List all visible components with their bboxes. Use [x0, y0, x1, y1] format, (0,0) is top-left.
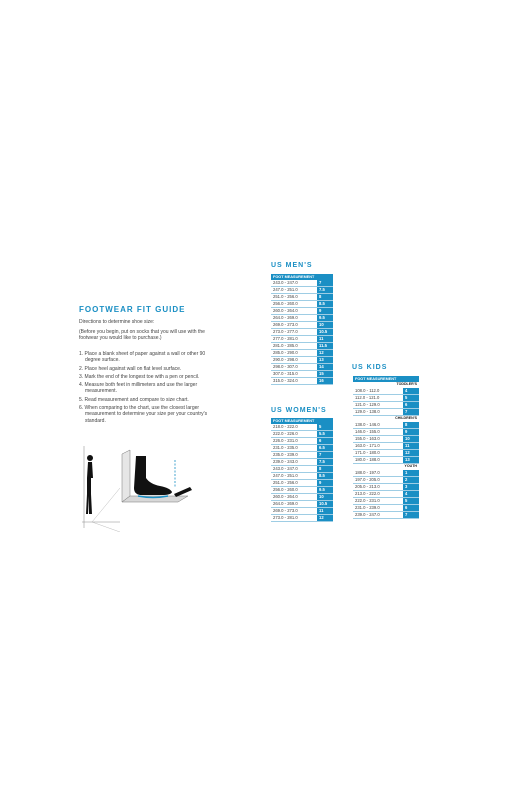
measurement-cell: 260.0 - 264.0 — [271, 494, 317, 501]
table-row — [271, 336, 333, 343]
measurement-cell: 205.0 - 213.0 — [353, 484, 403, 491]
size-cell: 8 — [317, 466, 333, 473]
measurement-cell: 251.0 - 256.0 — [271, 480, 317, 487]
size-cell: 5 — [403, 395, 419, 402]
table-row — [353, 477, 419, 484]
size-cell: 10.5 — [317, 329, 333, 336]
measurement-cell: 163.0 - 171.0 — [353, 443, 403, 450]
size-cell: 6.5 — [317, 445, 333, 452]
table-row — [271, 452, 333, 459]
table-row — [353, 443, 419, 450]
table-row — [271, 294, 333, 301]
size-cell: 9.5 — [317, 315, 333, 322]
measurement-cell: 247.0 - 251.0 — [271, 473, 317, 480]
us-mens-table — [271, 274, 333, 385]
size-cell: 15 — [317, 371, 333, 378]
table-row — [271, 508, 333, 515]
fit-guide-intro: Directions to determine shoe size: — [79, 319, 155, 325]
measurement-cell: 138.0 - 146.0 — [353, 422, 403, 429]
measurement-cell: 315.0 - 324.0 — [271, 378, 317, 385]
measurement-cell: 269.0 - 273.0 — [271, 322, 317, 329]
measurement-cell: 285.0 - 290.0 — [271, 350, 317, 357]
size-cell: 16 — [317, 378, 333, 385]
table-row — [271, 322, 333, 329]
table-row — [271, 350, 333, 357]
table-row — [271, 438, 333, 445]
mens-table-header: FOOT MEASUREMENT — [271, 274, 333, 280]
size-cell: 4 — [403, 388, 419, 395]
table-row — [353, 450, 419, 457]
table-row — [353, 512, 419, 519]
table-row — [271, 378, 333, 385]
size-cell: 8 — [317, 294, 333, 301]
measurement-cell: 235.0 - 239.0 — [271, 452, 317, 459]
table-row — [353, 491, 419, 498]
measurement-cell: 243.0 - 247.0 — [271, 280, 317, 287]
table-row — [353, 436, 419, 443]
measurement-cell: 188.0 - 197.0 — [353, 470, 403, 477]
measurement-cell: 121.0 - 129.0 — [353, 402, 403, 409]
size-cell: 14 — [317, 364, 333, 371]
measurement-cell: 256.0 - 260.0 — [271, 301, 317, 308]
measurement-cell: 222.0 - 226.0 — [271, 431, 317, 438]
size-cell: 7 — [317, 280, 333, 287]
table-row — [271, 308, 333, 315]
measurement-cell: 146.0 - 155.0 — [353, 429, 403, 436]
childrens-label: CHILDREN'S — [395, 416, 417, 421]
size-cell: 11 — [317, 336, 333, 343]
size-cell: 12 — [317, 515, 333, 522]
size-cell: 9 — [403, 429, 419, 436]
size-cell: 12 — [403, 450, 419, 457]
table-row — [353, 395, 419, 402]
size-cell: 11 — [317, 508, 333, 515]
size-cell: 5 — [403, 498, 419, 505]
measurement-cell: 239.0 - 243.0 — [271, 459, 317, 466]
measurement-cell: 298.0 - 307.0 — [271, 364, 317, 371]
table-row — [353, 409, 419, 416]
measurement-cell: 180.0 - 188.0 — [353, 457, 403, 464]
size-cell: 13 — [317, 357, 333, 364]
measurement-cell: 273.0 - 281.0 — [271, 515, 317, 522]
size-cell: 11 — [403, 443, 419, 450]
measurement-cell: 231.0 - 239.0 — [353, 505, 403, 512]
measurement-cell: 264.0 - 269.0 — [271, 315, 317, 322]
us-kids-title: US KIDS — [352, 364, 388, 371]
size-cell: 8 — [403, 422, 419, 429]
size-cell: 5 — [317, 424, 333, 431]
measuring-illustration — [78, 444, 208, 532]
us-kids-table — [353, 376, 419, 519]
table-row — [271, 357, 333, 364]
measurement-cell: 281.0 - 285.0 — [271, 343, 317, 350]
table-row — [271, 301, 333, 308]
table-row — [271, 487, 333, 494]
kids-table-header: FOOT MEASUREMENT — [353, 376, 419, 382]
measurement-cell: 112.0 - 121.0 — [353, 395, 403, 402]
table-row — [353, 505, 419, 512]
fit-guide-title: FOOTWEAR FIT GUIDE — [79, 305, 186, 314]
foot-on-paper-icon — [134, 456, 172, 498]
table-row — [271, 364, 333, 371]
size-cell: 7.5 — [317, 287, 333, 294]
step-item: 5. Read measurement and compare to size chart. — [79, 396, 189, 403]
measurement-cell: 218.0 - 222.0 — [271, 424, 317, 431]
size-cell: 4 — [403, 491, 419, 498]
size-cell: 7 — [403, 409, 419, 416]
size-cell: 3 — [403, 484, 419, 491]
table-row — [271, 515, 333, 522]
size-cell: 6 — [317, 438, 333, 445]
table-row — [271, 343, 333, 350]
size-cell: 7 — [317, 452, 333, 459]
measurement-cell: 269.0 - 273.0 — [271, 508, 317, 515]
measurement-cell: 155.0 - 163.0 — [353, 436, 403, 443]
table-row — [271, 445, 333, 452]
table-row — [271, 480, 333, 487]
size-cell: 8.5 — [317, 473, 333, 480]
table-row — [353, 484, 419, 491]
measurement-cell: 231.0 - 235.0 — [271, 445, 317, 452]
measurement-cell: 108.0 - 112.0 — [353, 388, 403, 395]
table-row — [271, 473, 333, 480]
youth-label: YOUTH — [404, 464, 417, 469]
size-cell: 9.5 — [317, 487, 333, 494]
measurement-cell: 273.0 - 277.0 — [271, 329, 317, 336]
table-row — [271, 315, 333, 322]
table-row — [271, 371, 333, 378]
measurement-cell: 256.0 - 260.0 — [271, 487, 317, 494]
measurement-cell: 213.0 - 222.0 — [353, 491, 403, 498]
measurement-cell: 264.0 - 269.0 — [271, 501, 317, 508]
table-row — [353, 498, 419, 505]
measurement-cell: 290.0 - 298.0 — [271, 357, 317, 364]
size-cell: 11.5 — [317, 343, 333, 350]
measurement-cell: 226.0 - 231.0 — [271, 438, 317, 445]
table-row — [271, 501, 333, 508]
size-cell: 6 — [403, 402, 419, 409]
us-mens-title: US MEN'S — [271, 262, 313, 269]
measurement-cell: 260.0 - 264.0 — [271, 308, 317, 315]
step-item: 6. When comparing to the chart, use the closest larger measurement to determine your size per your country's standard. — [79, 405, 208, 424]
measurement-cell: 277.0 - 281.0 — [271, 336, 317, 343]
pencil-icon — [174, 487, 192, 497]
fit-guide-note: (Before you begin, put on socks that you will use with the footwear you would like to purchase.) — [79, 329, 205, 342]
step-item: 1. Place a blank sheet of paper against a wall or other 90 degree surface. — [79, 351, 206, 364]
size-cell: 12 — [317, 350, 333, 357]
measurement-cell: 222.0 - 231.0 — [353, 498, 403, 505]
size-cell: 5.5 — [317, 431, 333, 438]
measurement-cell: 239.0 - 247.0 — [353, 512, 403, 519]
step-item: 4. Measure both feet in millimeters and use the larger measurement. — [79, 382, 198, 395]
table-row — [271, 494, 333, 501]
size-cell: 10 — [317, 494, 333, 501]
measurement-cell: 251.0 - 256.0 — [271, 294, 317, 301]
us-womens-title: US WOMEN'S — [271, 407, 327, 414]
fit-guide-steps — [79, 351, 211, 426]
measurement-cell: 307.0 - 315.0 — [271, 371, 317, 378]
table-row — [271, 329, 333, 336]
table-row — [353, 457, 419, 464]
table-row — [271, 459, 333, 466]
table-row — [271, 431, 333, 438]
size-cell: 7 — [403, 512, 419, 519]
size-cell: 10 — [403, 436, 419, 443]
size-cell: 10.5 — [317, 501, 333, 508]
measurement-cell: 243.0 - 247.0 — [271, 466, 317, 473]
toddlers-label: TODDLER'S — [396, 382, 417, 387]
size-cell: 9 — [317, 480, 333, 487]
size-cell: 7.5 — [317, 459, 333, 466]
step-item: 3. Mark the end of the longest toe with a pen or pencil. — [79, 373, 200, 380]
size-cell: 1 — [403, 470, 419, 477]
step-item: 2. Place heel against wall on flat level surface. — [79, 365, 182, 372]
size-cell: 2 — [403, 477, 419, 484]
measurement-cell: 197.0 - 205.0 — [353, 477, 403, 484]
size-cell: 6 — [403, 505, 419, 512]
us-womens-table — [271, 418, 333, 522]
size-cell: 10 — [317, 322, 333, 329]
table-row — [271, 287, 333, 294]
person-silhouette-icon — [86, 455, 93, 514]
measurement-cell: 171.0 - 180.0 — [353, 450, 403, 457]
size-cell: 8.5 — [317, 301, 333, 308]
measurement-cell: 129.0 - 138.0 — [353, 409, 403, 416]
table-row — [271, 466, 333, 473]
size-cell: 9 — [317, 308, 333, 315]
table-row — [353, 429, 419, 436]
measurement-cell: 247.0 - 251.0 — [271, 287, 317, 294]
size-cell: 13 — [403, 457, 419, 464]
womens-table-header: FOOT MEASUREMENT — [271, 418, 333, 424]
table-row — [353, 402, 419, 409]
